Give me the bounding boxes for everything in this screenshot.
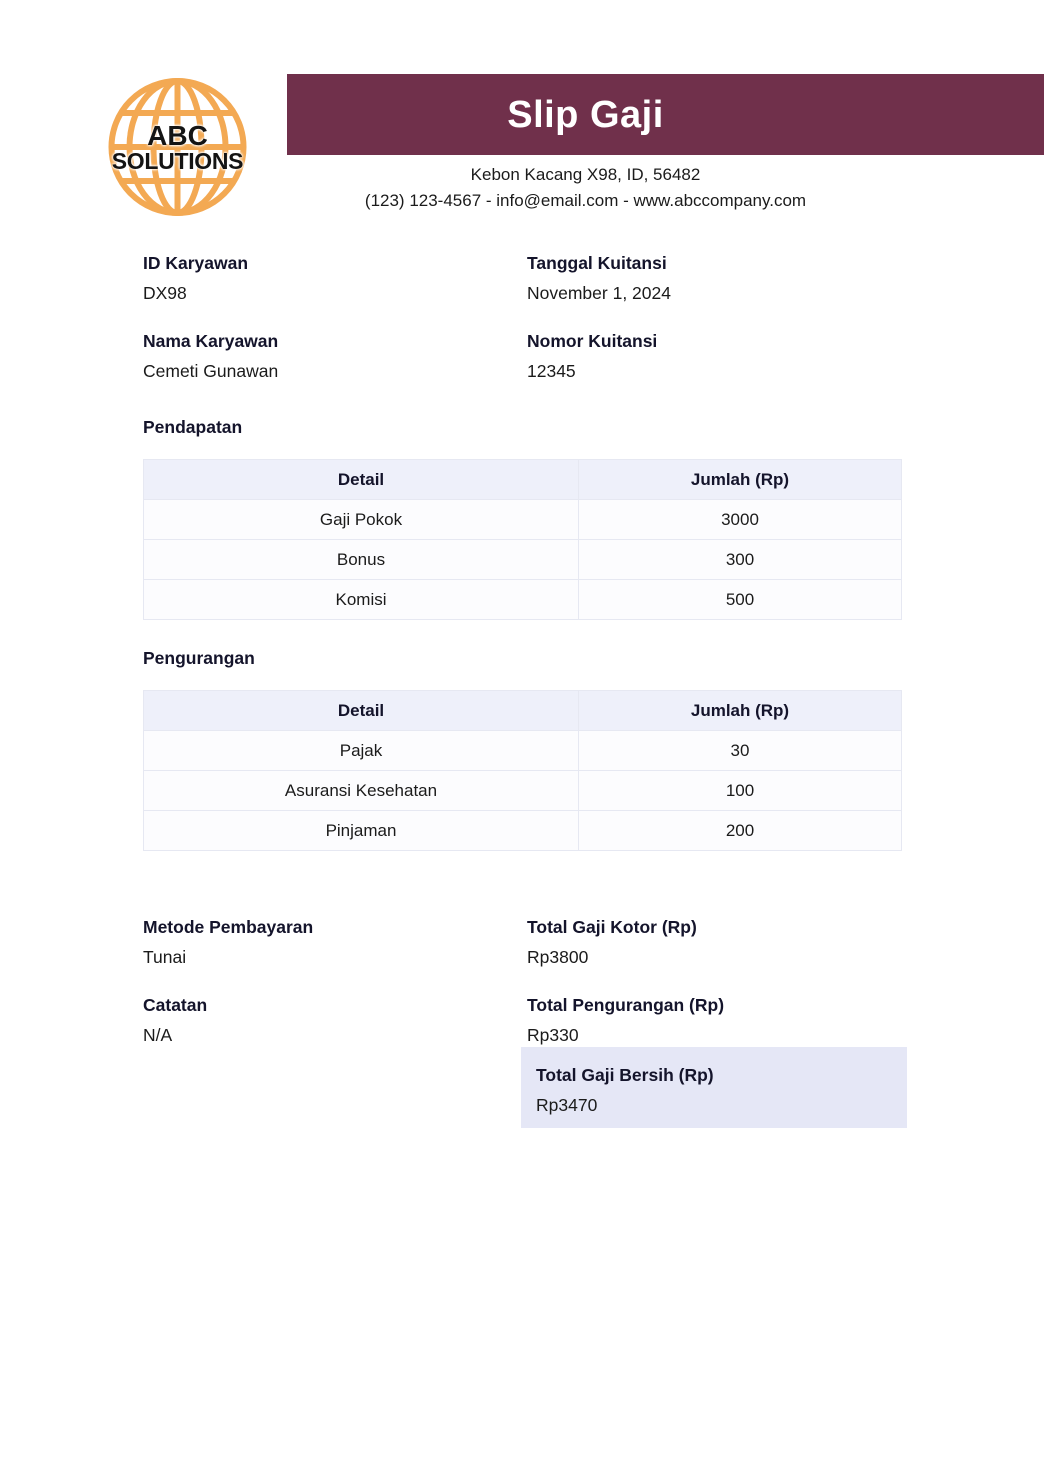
employee-id-value: DX98 — [143, 282, 187, 303]
logo-text-abc: ABC — [147, 119, 208, 151]
summary-row — [143, 994, 913, 1048]
employee-info — [143, 252, 913, 408]
employee-id-field — [143, 252, 527, 306]
info-row — [143, 330, 913, 384]
receipt-date-field — [527, 252, 911, 306]
employee-name-label: Nama Karyawan — [143, 330, 279, 351]
receipt-date-value: November 1, 2024 — [527, 282, 671, 303]
logo-text-solutions: SOLUTIONS — [111, 147, 244, 174]
notes-value: N/A — [143, 1024, 173, 1045]
net-pay-value: Rp3470 — [536, 1094, 598, 1115]
net-pay-label: Total Gaji Bersih (Rp) — [536, 1065, 714, 1085]
payment-method-value: Tunai — [143, 946, 187, 967]
net-pay-box — [521, 1047, 907, 1128]
earnings-amount: 3000 — [579, 500, 902, 540]
info-row — [143, 252, 913, 306]
payment-method-label: Metode Pembayaran — [143, 917, 314, 937]
earnings-amount: 300 — [579, 540, 902, 580]
employee-name-field — [143, 330, 527, 384]
earnings-detail: Gaji Pokok — [144, 500, 579, 540]
table-row — [144, 500, 902, 540]
deductions-detail: Pajak — [144, 731, 579, 771]
earnings-table — [143, 459, 902, 620]
total-deductions-value: Rp330 — [527, 1024, 579, 1045]
table-row — [144, 580, 902, 620]
employee-id-label: ID Karyawan — [143, 253, 249, 273]
total-deductions-field — [527, 994, 911, 1048]
earnings-detail: Komisi — [144, 580, 579, 620]
table-row — [144, 731, 902, 771]
page-title: Slip Gaji — [507, 93, 664, 136]
deductions-amount: 200 — [579, 811, 902, 851]
receipt-number-label: Nomor Kuitansi — [527, 330, 658, 351]
table-header-row — [144, 460, 902, 500]
receipt-date-label: Tanggal Kuitansi — [527, 253, 667, 273]
notes-field — [143, 994, 527, 1048]
notes-label: Catatan — [143, 994, 208, 1015]
company-logo — [104, 77, 251, 217]
deductions-col-detail: Detail — [144, 691, 579, 731]
summary-row — [143, 916, 913, 970]
total-deductions-label: Total Pengurangan (Rp) — [527, 994, 725, 1015]
table-row — [144, 811, 902, 851]
gross-pay-field — [527, 916, 911, 970]
company-contact-line: (123) 123-4567 - info@email.com - www.abccompany.com — [364, 191, 807, 211]
deductions-detail: Pinjaman — [144, 811, 579, 851]
company-contact-block — [287, 162, 1044, 215]
company-address: Kebon Kacang X98, ID, 56482 — [470, 165, 701, 184]
deductions-section-title: Pengurangan — [143, 648, 255, 668]
logo-wordmark — [104, 77, 251, 217]
employee-name-value: Cemeti Gunawan — [143, 360, 279, 381]
deductions-detail: Asuransi Kesehatan — [144, 771, 579, 811]
earnings-col-detail: Detail — [144, 460, 579, 500]
title-banner — [287, 74, 1044, 155]
gross-pay-value: Rp3800 — [527, 946, 589, 967]
earnings-amount: 500 — [579, 580, 902, 620]
table-header-row — [144, 691, 902, 731]
deductions-amount: 30 — [579, 731, 902, 771]
earnings-detail: Bonus — [144, 540, 579, 580]
gross-pay-label: Total Gaji Kotor (Rp) — [527, 917, 697, 937]
deductions-amount: 100 — [579, 771, 902, 811]
table-row — [144, 540, 902, 580]
receipt-number-field — [527, 330, 911, 384]
earnings-section-title: Pendapatan — [143, 417, 243, 437]
receipt-number-value: 12345 — [527, 360, 576, 381]
deductions-table — [143, 690, 902, 851]
payment-method-field — [143, 916, 527, 970]
table-row — [144, 771, 902, 811]
deductions-col-amount: Jumlah (Rp) — [579, 691, 902, 731]
earnings-col-amount: Jumlah (Rp) — [579, 460, 902, 500]
